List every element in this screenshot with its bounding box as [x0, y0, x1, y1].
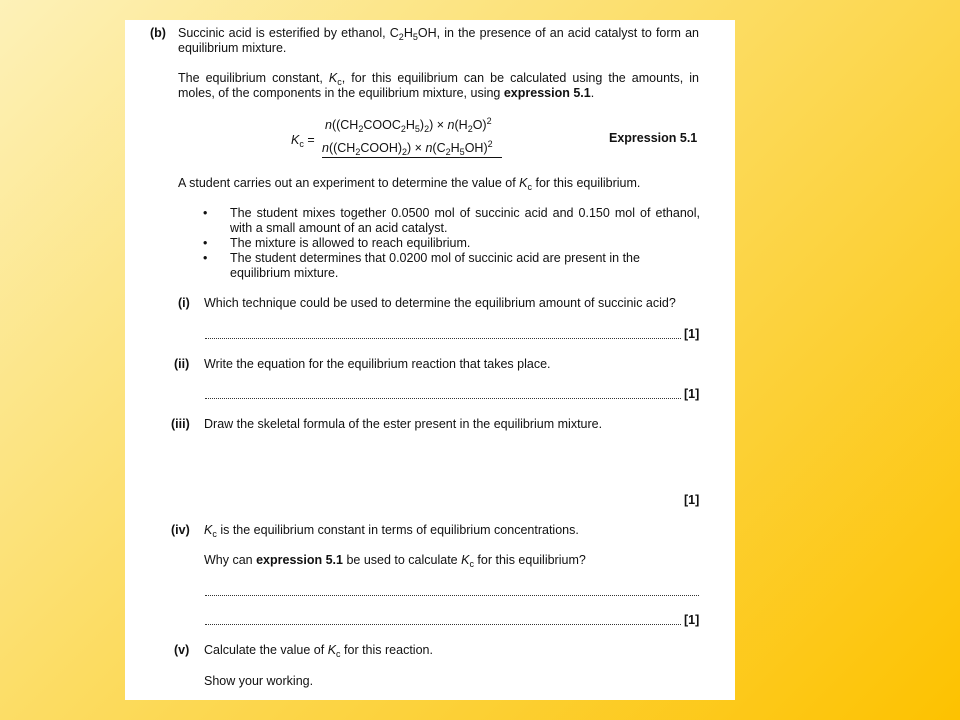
- bullet-icon: •: [203, 251, 208, 265]
- answer-line-iv-2[interactable]: [205, 624, 681, 625]
- answer-line-ii[interactable]: [205, 398, 681, 399]
- question-iii-text: Draw the skeletal formula of the ester present in the equilibrium mixture.: [204, 417, 603, 431]
- bullet-icon: •: [203, 236, 208, 250]
- question-v-working: Show your working.: [204, 674, 314, 688]
- student-line: A student carries out an experiment to determine the value of $K_c$ for this equilibrium.: [178, 176, 641, 192]
- question-i-label: (i): [178, 296, 190, 310]
- kc-desc-line-1: The equilibrium constant, $K_c$, for this equilibrium can be calculated using the amounts, in: [178, 71, 699, 87]
- answer-line-iv-1[interactable]: [205, 595, 699, 596]
- question-ii-text: Write the equation for the equilibrium reaction that takes place.: [204, 357, 551, 371]
- part-b-label: (b): [150, 26, 166, 40]
- intro-line-1: Succinic acid is esterified by ethanol, $C_2H_5OH$, in the presence of an acid catalyst to form an: [178, 26, 699, 42]
- question-v-text: Calculate the value of $K_c$ for this reaction.: [204, 643, 433, 659]
- bullet-1-line-1: The student mixes together 0.0500 mol of succinic acid and 0.150 mol of ethanol,: [230, 206, 700, 220]
- expression-numerator: $n((CH_2COOC_2H_5)_2) \times n(H_2O)^2$: [325, 116, 492, 134]
- bullet-1-line-2: with a small amount of an acid catalyst.: [230, 221, 448, 235]
- fraction-bar: [322, 157, 502, 158]
- question-iii-label: (iii): [171, 417, 190, 431]
- question-v-label: (v): [174, 643, 190, 657]
- question-iv-label: (iv): [171, 523, 190, 537]
- mark-iii: [1]: [684, 493, 700, 507]
- intro-line-2: equilibrium mixture.: [178, 41, 287, 55]
- question-i-text: Which technique could be used to determine the equilibrium amount of succinic acid?: [204, 296, 676, 310]
- kc-lhs: $K_c$ =: [291, 133, 315, 149]
- bullet-2-line-1: The mixture is allowed to reach equilibrium.: [230, 236, 471, 250]
- mark-iv: [1]: [684, 613, 700, 627]
- bullet-3-line-2: equilibrium mixture.: [230, 266, 339, 280]
- mark-i: [1]: [684, 327, 700, 341]
- expression-label: Expression 5.1: [609, 131, 698, 145]
- expression-denominator: $n((CH_2COOH)_2) \times n(C_2H_5OH)^2$: [322, 139, 493, 157]
- question-iv-text: $K_c$ is the equilibrium constant in terms of equilibrium concentrations.: [204, 523, 579, 539]
- question-ii-label: (ii): [174, 357, 190, 371]
- answer-line-i[interactable]: [205, 338, 681, 339]
- question-iv-prompt: Why can expression 5.1 be used to calculate $K_c$ for this equilibrium?: [204, 553, 586, 569]
- kc-desc-line-2: moles, of the components in the equilibrium mixture, using expression 5.1.: [178, 86, 595, 100]
- bullet-icon: •: [203, 206, 208, 220]
- exam-page: [125, 20, 735, 700]
- mark-ii: [1]: [684, 387, 700, 401]
- bullet-3-line-1: The student determines that 0.0200 mol of succinic acid are present in the: [230, 251, 640, 265]
